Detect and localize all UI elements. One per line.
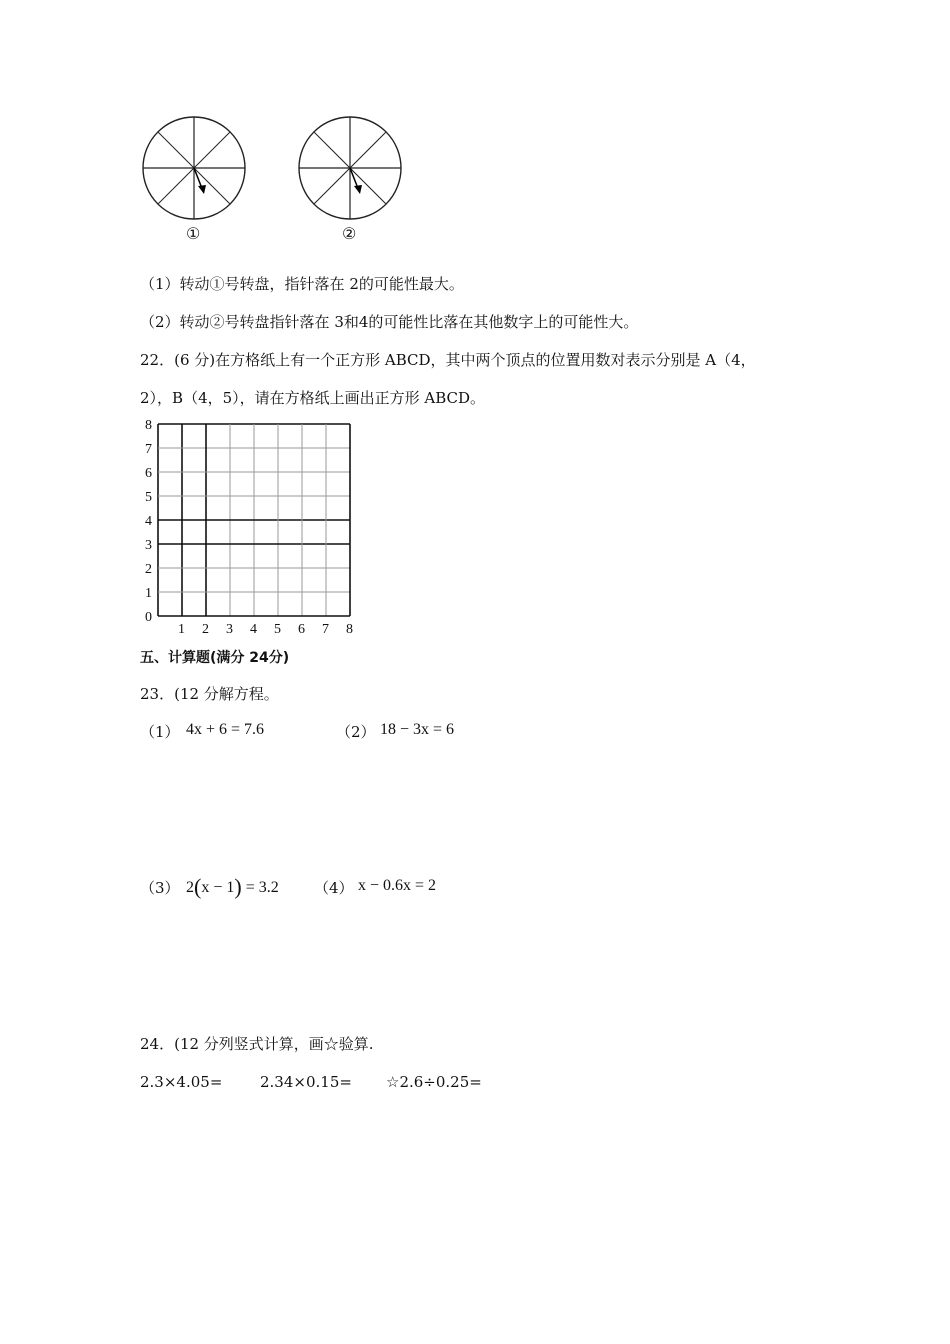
grid-y-label: 2 bbox=[145, 562, 152, 577]
section-5-title: 五、计算题(满分 24分) bbox=[140, 650, 290, 666]
grid-y-label: 4 bbox=[145, 514, 152, 529]
q23-part-1-equation: 4x + 6 = 7.6 bbox=[186, 721, 265, 738]
grid-x-label: 5 bbox=[274, 622, 281, 637]
grid-y-label: 0 bbox=[145, 610, 152, 625]
q22-text-line-2: 2），B（4，5），请在方格纸上画出正方形 ABCD。 bbox=[140, 389, 486, 407]
q23-part-3-equation bbox=[186, 874, 279, 900]
q23-part-3-rhs: = 3.2 bbox=[245, 879, 279, 896]
grid-y-label: 3 bbox=[145, 538, 152, 553]
grid-y-label: 8 bbox=[145, 418, 152, 433]
left-paren: ( bbox=[194, 874, 202, 899]
grid-x-label: 4 bbox=[250, 622, 257, 637]
grid-y-label: 6 bbox=[145, 466, 152, 481]
q23-part-2-equation: 18 − 3x = 6 bbox=[380, 721, 455, 738]
grid-x-label: 8 bbox=[346, 622, 353, 637]
q23-part-2-label: （2） bbox=[336, 723, 376, 741]
q24-title: 24．(12 分列竖式计算，画☆验算. bbox=[140, 1035, 374, 1053]
q21-item-2: （2）转动②号转盘指针落在 3和4的可能性比落在其他数字上的可能性大。 bbox=[140, 313, 639, 331]
spinner-1-label: ① bbox=[186, 224, 201, 243]
q21-item-1: （1）转动①号转盘，指针落在 2的可能性最大。 bbox=[140, 275, 464, 293]
grid-x-label: 2 bbox=[202, 622, 209, 637]
q23-part-4-label: （4） bbox=[314, 879, 354, 897]
q24-expression-3: ☆2.6÷0.25= bbox=[386, 1073, 482, 1091]
grid-y-label: 1 bbox=[145, 586, 152, 601]
grid-x-label: 1 bbox=[178, 622, 185, 637]
grid-y-label: 7 bbox=[145, 442, 152, 457]
q22-text-line-1: 22．(6 分)在方格纸上有一个正方形 ABCD，其中两个顶点的位置用数对表示分别是 A（4， bbox=[140, 351, 756, 369]
q23-part-3-coef: 2 bbox=[186, 879, 194, 896]
q23-part-1-label: （1） bbox=[140, 723, 180, 741]
q23-title: 23．(12 分解方程。 bbox=[140, 685, 279, 703]
q24-expression-2: 2.34×0.15= bbox=[260, 1073, 352, 1091]
spinner-2 bbox=[296, 114, 404, 222]
spinner-2-label: ② bbox=[342, 224, 357, 243]
spinner-1 bbox=[140, 114, 248, 222]
q23-part-3-inner: x − 1 bbox=[201, 879, 235, 896]
q24-expression-1: 2.3×4.05= bbox=[140, 1073, 223, 1091]
coordinate-grid bbox=[140, 412, 370, 638]
q23-part-4-equation: x − 0.6x = 2 bbox=[358, 877, 437, 894]
grid-x-label: 3 bbox=[226, 622, 233, 637]
grid-x-label: 6 bbox=[298, 622, 305, 637]
grid-x-label: 7 bbox=[322, 622, 329, 637]
q23-part-3-label: （3） bbox=[140, 879, 180, 897]
right-paren: ) bbox=[234, 874, 242, 899]
grid-y-label: 5 bbox=[145, 490, 152, 505]
